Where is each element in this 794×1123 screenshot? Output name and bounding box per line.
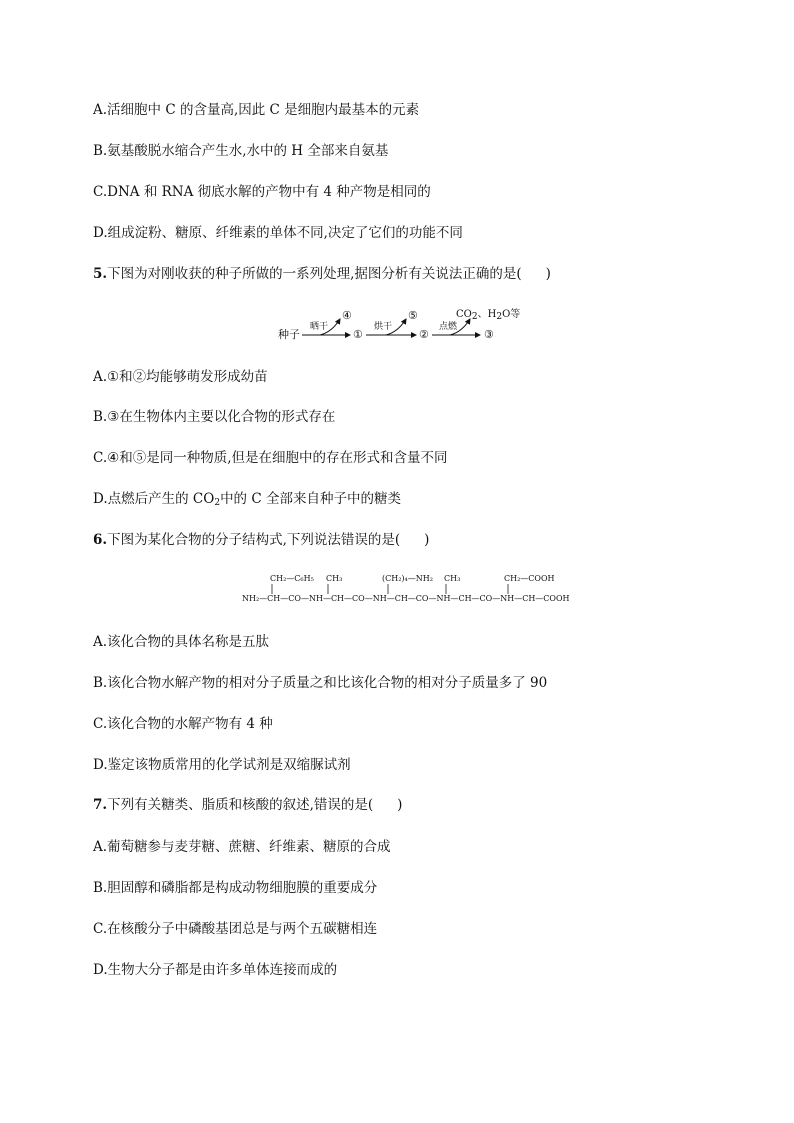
diagram-seed: 种子 bbox=[278, 328, 300, 341]
diagram-step-bake-dry: 烘干 bbox=[374, 322, 393, 332]
q6-option-d: D.鉴定该物质常用的化学试剂是双缩脲试剂 bbox=[93, 757, 351, 773]
diagram-product-5: ⑤ bbox=[408, 309, 418, 322]
q5-close: ) bbox=[545, 266, 551, 282]
formula-backbone: NH₂—CH—CO—NH—CH—CO—NH—CH—CO—NH—CH—CO—NH—CH—COOH bbox=[242, 594, 570, 603]
formula-side-chain-3: (CH₂)₄—NH₂ bbox=[382, 574, 433, 583]
q5-option-c: C.④和⑤是同一种物质,但是在细胞中的存在形式和含量不同 bbox=[93, 450, 448, 466]
formula-side-chain-5: CH₂—COOH bbox=[504, 574, 555, 583]
diagram-product-4: ④ bbox=[342, 309, 352, 322]
q7-option-c: C.在核酸分子中磷酸基团总是与两个五碳糖相连 bbox=[93, 921, 378, 937]
q5-stem bbox=[93, 265, 551, 283]
diagram-step-sun-dry: 晒干 bbox=[310, 322, 329, 332]
q5-stem-text: 下图为对刚收获的种子所做的一系列处理,据图分析有关说法正确的是( bbox=[107, 266, 522, 282]
q6-number: 6. bbox=[93, 532, 108, 548]
q6-close: ) bbox=[424, 532, 430, 548]
q5-number: 5. bbox=[93, 266, 108, 282]
seed-processing-diagram bbox=[270, 306, 530, 346]
q5-option-a: A.①和②均能够萌发形成幼苗 bbox=[93, 369, 268, 385]
q7-number: 7. bbox=[93, 797, 108, 813]
formula-side-chain-2: CH₃ bbox=[326, 574, 343, 583]
diagram-state-2: ② bbox=[419, 328, 429, 341]
q7-option-b: B.胆固醇和磷脂都是构成动物细胞膜的重要成分 bbox=[93, 880, 378, 896]
formula-side-chain-1: CH₂—C₆H₅ bbox=[270, 574, 314, 583]
q7-option-d: D.生物大分子都是由许多单体连接而成的 bbox=[93, 962, 338, 978]
diagram-state-1: ① bbox=[353, 328, 363, 341]
diagram-state-3: ③ bbox=[484, 328, 494, 341]
q6-stem-text: 下图为某化合物的分子结构式,下列说法错误的是( bbox=[107, 532, 401, 548]
q6-stem bbox=[93, 531, 429, 549]
diagram-step-ignite: 点燃 bbox=[439, 322, 458, 332]
q7-close: ) bbox=[397, 797, 403, 813]
q4-option-b: B.氨基酸脱水缩合产生水,水中的 H 全部来自氨基 bbox=[93, 143, 389, 159]
q6-option-c: C.该化合物的水解产物有 4 种 bbox=[93, 716, 273, 732]
q6-option-a: A.该化合物的具体名称是五肽 bbox=[93, 634, 270, 650]
q7-stem bbox=[93, 796, 402, 814]
peptide-structure-formula bbox=[242, 572, 570, 608]
q6-option-b: B.该化合物水解产物的相对分子质量之和比该化合物的相对分子质量多了 90 bbox=[93, 675, 548, 691]
q4-option-d: D.组成淀粉、糖原、纤维素的单体不同,决定了它们的功能不同 bbox=[93, 225, 463, 241]
formula-side-chain-4: CH₃ bbox=[444, 574, 461, 583]
q5-option-d: D.点燃后产生的 $CO_2$中的 C 全部来自种子中的糖类 bbox=[93, 491, 401, 508]
q4-option-c: C.DNA 和 RNA 彻底水解的产物中有 4 种产物是相同的 bbox=[93, 184, 431, 200]
q7-stem-text: 下列有关糖类、脂质和核酸的叙述,错误的是( bbox=[107, 797, 374, 813]
diagram-product-co2-h2o: $CO_2$、$H_2O$等 bbox=[456, 309, 521, 322]
q7-option-a: A.葡萄糖参与麦芽糖、蔗糖、纤维素、糖原的合成 bbox=[93, 839, 391, 855]
q4-option-a: A.活细胞中 C 的含量高,因此 C 是细胞内最基本的元素 bbox=[93, 102, 420, 118]
q5-option-b: B.③在生物体内主要以化合物的形式存在 bbox=[93, 409, 336, 425]
